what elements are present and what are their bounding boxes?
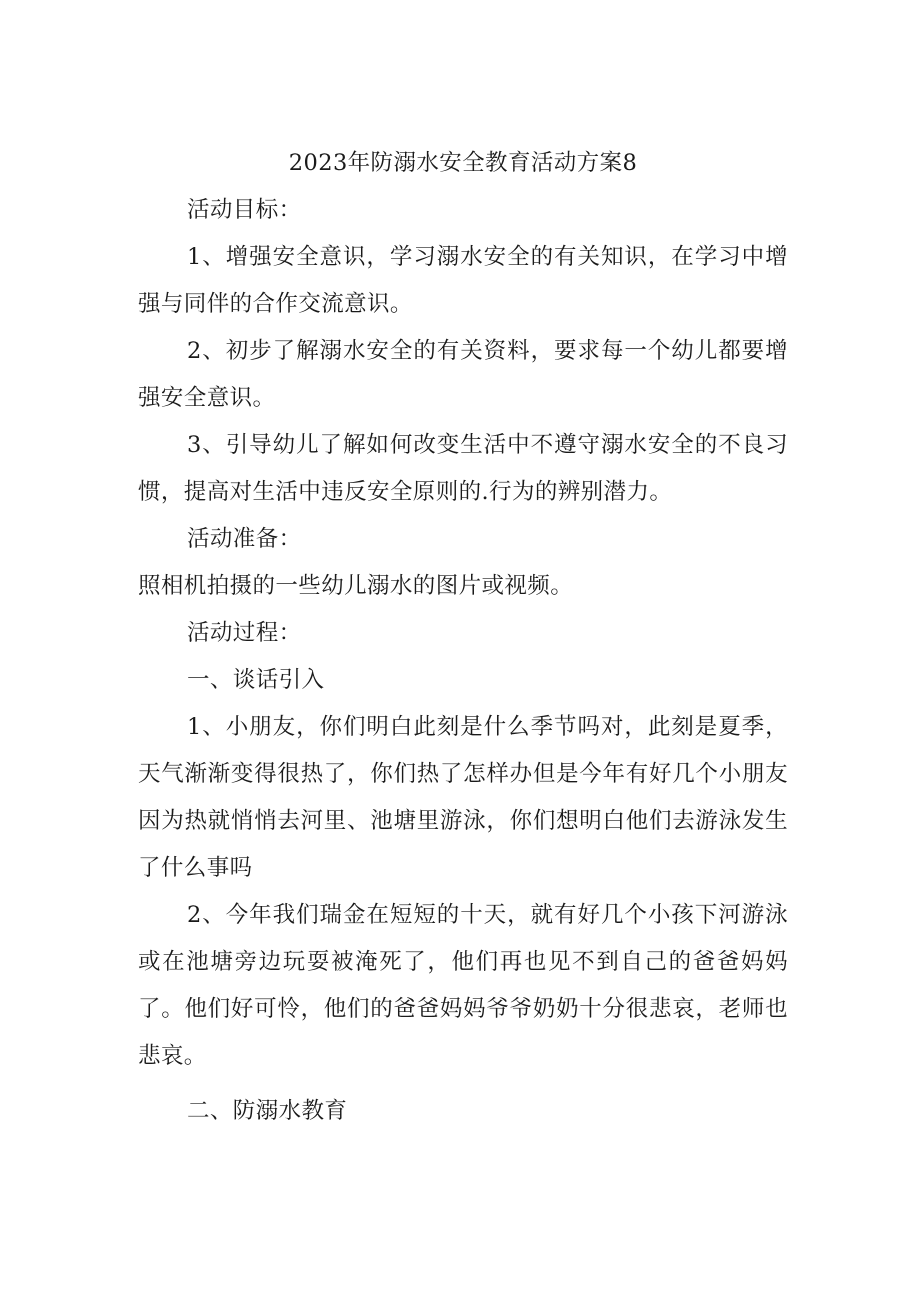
document-title: 2023年防溺水安全教育活动方案8 (288, 150, 638, 176)
preparation-text: 照相机拍摄的一些幼儿溺水的图片或视频。 (138, 573, 574, 599)
subheading-drowning-education: 二、防溺水教育 (187, 1098, 348, 1124)
process-item-2: 2、今年我们瑞金在短短的十天，就有好几个小孩下河游泳或在池塘旁边玩耍被淹死了，他们再也见不到自己的爸爸妈妈了。他们好可怜，他们的爸爸妈妈爷爷奶奶十分很悲哀，老师也悲哀。 (138, 902, 788, 1069)
goal-item-2: 2、初步了解溺水安全的有关资料，要求每一个幼儿都要增强安全意识。 (138, 338, 788, 411)
section-heading-process: 活动过程： (187, 620, 302, 646)
process-item-1: 1、小朋友，你们明白此刻是什么季节吗对，此刻是夏季，天气渐渐变得很热了，你们热了怎样办但是今年有好几个小朋友因为热就悄悄去河里、池塘里游泳，你们想明白他们去游泳发生了什么事吗 (138, 714, 788, 881)
goal-item-3: 3、引导幼儿了解如何改变生活中不遵守溺水安全的不良习惯，提高对生活中违反安全原则的.行为的辨别潜力。 (138, 432, 788, 505)
section-heading-preparation: 活动准备： (187, 526, 302, 552)
goal-item-1: 1、增强安全意识，学习溺水安全的有关知识，在学习中增强与同伴的合作交流意识。 (138, 244, 788, 317)
section-heading-goals: 活动目标： (187, 197, 302, 223)
subheading-talk-intro: 一、谈话引入 (187, 667, 325, 693)
document-body (138, 140, 788, 1135)
